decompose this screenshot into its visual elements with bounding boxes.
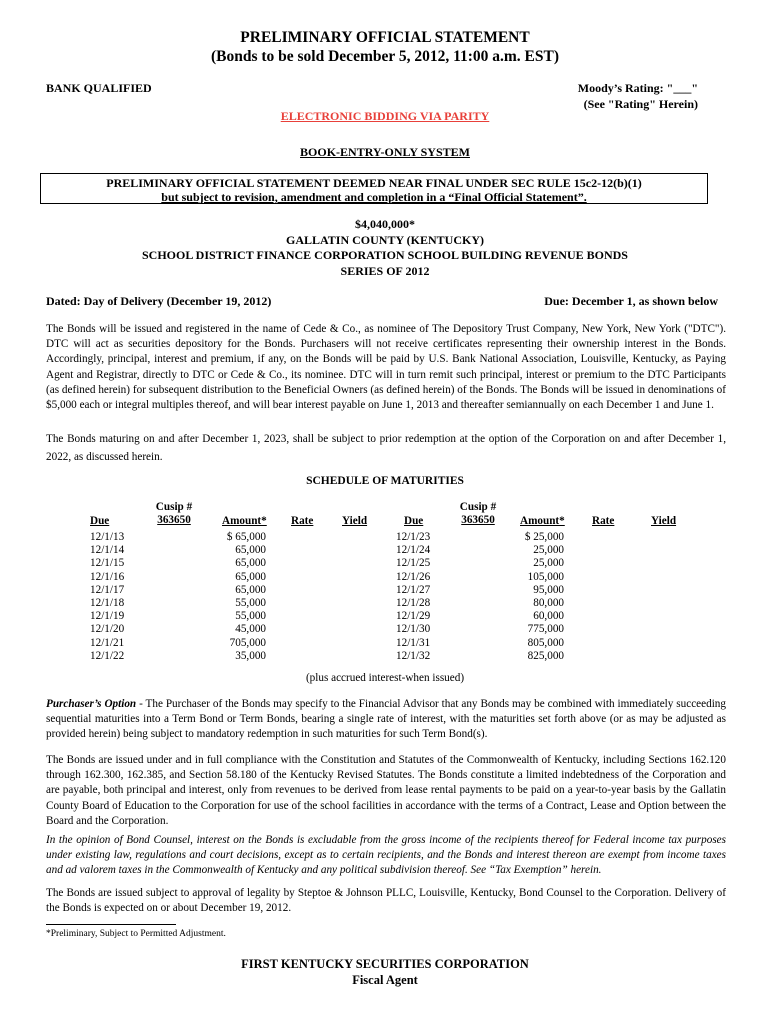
schedule-cell: 12/1/22 bbox=[90, 649, 125, 662]
dated-date: Dated: Day of Delivery (December 19, 2012) bbox=[46, 294, 272, 308]
electronic-bidding-link[interactable]: ELECTRONIC BIDDING VIA PARITY bbox=[280, 109, 490, 123]
schedule-cell: 65,000 bbox=[235, 544, 266, 557]
right-cusip-header bbox=[449, 501, 507, 527]
accrued-interest-note: (plus accrued interest-when issued) bbox=[305, 672, 465, 684]
fiscal-agent-block bbox=[0, 956, 770, 988]
bank-qualified: BANK QUALIFIED bbox=[46, 81, 152, 95]
right-rate-header: Rate bbox=[592, 515, 615, 527]
schedule-cell: 65,000 bbox=[235, 583, 266, 596]
schedule-cell: 705,000 bbox=[229, 636, 266, 649]
book-entry-paragraph: The Bonds will be issued and registered in the name of Cede & Co., as nominee of The Depository Trust Company, New York, New York ("DTC"). DTC will act as securities depository for the Bonds. Purchasers will not receive certificates representing their ownership interest in the Bonds. Accordingly, principal, interest and premium, if any, on the Bonds will be paid by U.S. Bank National Association, Louisville, Kentucky, as Paying Agent and Registrar, directly to DTC or Cede & Co., its nominee. DTC will in turn remit such principal, interest or premium to the DTC Participants (as defined herein) for subsequent distribution to the Beneficial Owners (as defined herein) of the Bonds. The Bonds will be issued in denominations of $5,000 each or integral multiples thereof, and will bear interest payable on June 1, 2013 and thereafter semiannually on each December 1 and June 1. bbox=[46, 323, 726, 412]
left-due-header: Due bbox=[90, 515, 110, 527]
issue-series: SERIES OF 2012 bbox=[340, 263, 430, 278]
issue-issuer: SCHOOL DISTRICT FINANCE CORPORATION SCHOOL BUILDING REVENUE BONDS bbox=[142, 248, 628, 262]
compliance-paragraph: The Bonds are issued under and in full compliance with the Constitution and Statutes of the Commonwealth of Kentucky, including Sections 162.120 through 162.300, 162.385, and Section 58.180 of the Kentucky Revised Statutes. The Bonds constitute a limited indebtedness of the Corporation and are payable, both principal and interest, only from revenues to be derived from lease rental payments to be paid on a year-to-year basis by the Gallatin County Board of Education to the Corporation for use of the school facilities in accordance with the terms of a Contract, Lease and Option between the Board and the Corporation. bbox=[46, 754, 726, 827]
near-final-notice-box bbox=[40, 173, 708, 204]
issue-description bbox=[0, 217, 770, 279]
left-amount-column bbox=[205, 531, 266, 663]
notice-line-2: but subject to revision, amendment and completion in a “Final Official Statement”. bbox=[161, 190, 587, 204]
purchaser-option-label: Purchaser’s Option bbox=[46, 698, 137, 710]
schedule-cell: 25,000 bbox=[533, 544, 564, 557]
book-entry-heading: BOOK-ENTRY-ONLY SYSTEM bbox=[300, 145, 470, 159]
tax-opinion-paragraph: In the opinion of Bond Counsel, interest on the Bonds is excludable from the gross income of the recipients thereof for Federal income tax purposes under existing law, regulations and court decisions, except as to certain recipients, and the Bonds and interest thereon are exempt from income taxes and ad valorem taxes in the Commonwealth of Kentucky and any political subdivision thereof. See “Tax Exemption” herein. bbox=[46, 834, 726, 877]
right-due-column bbox=[396, 531, 430, 663]
schedule-cell: 12/1/31 bbox=[396, 636, 431, 649]
left-yield-header: Yield bbox=[342, 515, 368, 527]
schedule-cell: 12/1/15 bbox=[90, 557, 125, 570]
fiscal-agent-role: Fiscal Agent bbox=[352, 973, 418, 987]
left-rate-header: Rate bbox=[291, 515, 314, 527]
schedule-cell: 12/1/27 bbox=[396, 583, 431, 596]
schedule-cell: 12/1/18 bbox=[90, 596, 125, 609]
schedule-cell: 55,000 bbox=[235, 596, 266, 609]
schedule-cell: 12/1/32 bbox=[396, 649, 431, 662]
schedule-cell: 12/1/16 bbox=[90, 570, 125, 583]
legality-paragraph: The Bonds are issued subject to approval of legality by Steptoe & Johnson PLLC, Louisville, Kentucky, Bond Counsel to the Corporation. Delivery of the Bonds is expected on or about December 19, 2012. bbox=[46, 887, 726, 915]
schedule-cell: 95,000 bbox=[533, 583, 564, 596]
schedule-title: SCHEDULE OF MATURITIES bbox=[306, 475, 464, 487]
schedule-cell: 12/1/24 bbox=[396, 544, 431, 557]
schedule-cell: 12/1/30 bbox=[396, 623, 431, 636]
cusip-label: Cusip # bbox=[459, 501, 497, 513]
cusip-label: Cusip # bbox=[155, 501, 193, 513]
document-title: PRELIMINARY OFFICIAL STATEMENT bbox=[240, 29, 530, 46]
schedule-cell: 12/1/21 bbox=[90, 636, 125, 649]
notice-line-1: PRELIMINARY OFFICIAL STATEMENT DEEMED NEAR FINAL UNDER SEC RULE 15c2-12(b)(1) bbox=[106, 176, 642, 190]
moodys-rating: Moody’s Rating: "___" bbox=[577, 81, 698, 95]
schedule-cell: 55,000 bbox=[235, 610, 266, 623]
schedule-cell: 12/1/23 bbox=[396, 531, 431, 543]
issue-county: GALLATIN COUNTY (KENTUCKY) bbox=[285, 232, 484, 247]
schedule-cell: 12/1/26 bbox=[396, 570, 431, 583]
schedule-cell: 12/1/19 bbox=[90, 610, 125, 623]
schedule-cell: 65,000 bbox=[235, 557, 266, 570]
fiscal-agent-name: FIRST KENTUCKY SECURITIES CORPORATION bbox=[241, 957, 529, 971]
footnote-divider bbox=[46, 924, 176, 925]
schedule-cell: 12/1/20 bbox=[90, 623, 125, 636]
document-title-block bbox=[0, 28, 770, 66]
schedule-cell: 805,000 bbox=[527, 636, 564, 649]
schedule-cell: 25,000 bbox=[533, 557, 564, 570]
right-yield-header: Yield bbox=[651, 515, 677, 527]
schedule-cell: 65,000 bbox=[235, 570, 266, 583]
schedule-cell: 12/1/29 bbox=[396, 610, 431, 623]
right-due-header: Due bbox=[404, 515, 424, 527]
purchaser-option-paragraph bbox=[46, 697, 726, 743]
schedule-cell: 12/1/25 bbox=[396, 557, 431, 570]
schedule-cell: 60,000 bbox=[533, 610, 564, 623]
schedule-cell: 105,000 bbox=[527, 570, 564, 583]
left-due-column bbox=[90, 531, 124, 663]
schedule-cell: 12/1/28 bbox=[396, 596, 431, 609]
left-cusip-header bbox=[145, 501, 203, 527]
cusip-number: 363650 bbox=[461, 514, 495, 526]
schedule-cell: 775,000 bbox=[527, 623, 564, 636]
schedule-cell: 12/1/14 bbox=[90, 544, 125, 557]
issue-amount: $4,040,000* bbox=[355, 217, 415, 231]
schedule-cell: 80,000 bbox=[533, 596, 564, 609]
schedule-cell: 825,000 bbox=[527, 649, 564, 662]
schedule-cell: 12/1/17 bbox=[90, 583, 125, 596]
schedule-cell: $ 25,000 bbox=[524, 531, 564, 543]
purchaser-option-text: - The Purchaser of the Bonds may specify to the Financial Advisor that any Bonds may be combined with immediately succeeding sequential maturities into a Term Bond or Term Bonds, bearing a single rate of interest, with the maturities set forth above (or as may be adjusted as provided herein) being subject to mandatory redemption in such maturities for such Term Bond(s). bbox=[46, 698, 726, 741]
rating-block bbox=[578, 80, 698, 112]
footnote: *Preliminary, Subject to Permitted Adjustment. bbox=[46, 929, 226, 939]
schedule-cell: $ 65,000 bbox=[226, 531, 266, 543]
schedule-cell: 45,000 bbox=[235, 623, 266, 636]
schedule-cell: 12/1/13 bbox=[90, 531, 125, 543]
schedule-cell: 35,000 bbox=[235, 649, 266, 662]
due-date: Due: December 1, as shown below bbox=[544, 294, 718, 308]
right-amount-header: Amount* bbox=[520, 515, 565, 527]
left-amount-header: Amount* bbox=[222, 515, 267, 527]
see-rating: (See "Rating" Herein) bbox=[583, 97, 698, 111]
cusip-number: 363650 bbox=[157, 514, 191, 526]
document-subtitle: (Bonds to be sold December 5, 2012, 11:00 a.m. EST) bbox=[210, 48, 560, 65]
redemption-paragraph: The Bonds maturing on and after December 1, 2023, shall be subject to prior redemption at the option of the Corporation on and after December 1, 2022, as discussed herein. bbox=[46, 433, 726, 463]
right-amount-column bbox=[500, 531, 564, 663]
